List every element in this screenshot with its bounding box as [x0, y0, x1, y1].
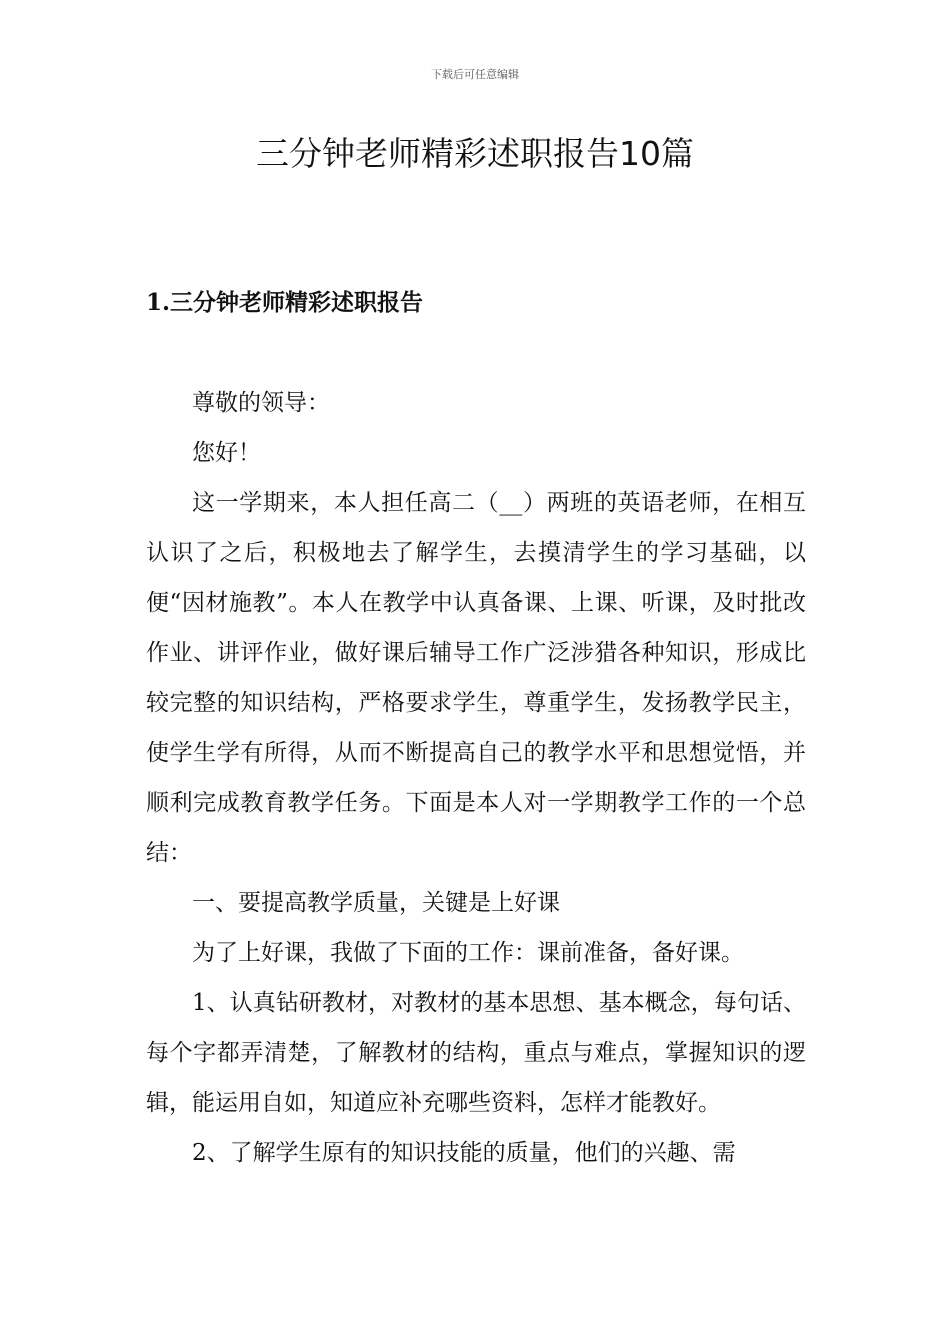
greeting: 您好！ — [192, 440, 261, 466]
paragraph-point-2: 2、了解学生原有的知识技能的质量，他们的兴趣、需 — [192, 1140, 736, 1166]
header-note: 下载后可任意编辑 — [431, 68, 519, 81]
intro-paragraph: 这一学期来，本人担任高二（__）两班的英语老师，在相互认识了之后，积极地去了解学生，去摸清学生的学习基础，以便“因材施教”。本人在教学中认真备课、上课、听课，及时批改作业、讲评作业，做好课后辅导工作广泛涉猎各种知识，形成比较完整的知识结构，严格要求学生，尊重学生，发扬教学民主，使学生学有所得，从而不断提高自己的教学水平和思想觉悟，并顺利完成教育教学任务。下面是本人对一学期教学工作的一个总结： — [146, 490, 806, 866]
body-text — [146, 378, 806, 1178]
subheading-teaching-quality: 一、要提高教学质量，关键是上好课 — [192, 890, 560, 916]
paragraph-preparation: 为了上好课，我做了下面的工作：课前准备，备好课。 — [192, 940, 744, 966]
document-title: 三分钟老师精彩述职报告10篇 — [256, 134, 694, 173]
paragraph-point-1: 1、认真钻研教材，对教材的基本思想、基本概念，每句话、每个字都弄清楚，了解教材的结构，重点与难点，掌握知识的逻辑，能运用自如，知道应补充哪些资料，怎样才能教好。 — [146, 990, 806, 1116]
section-heading: 1.三分钟老师精彩述职报告 — [146, 289, 424, 316]
salutation: 尊敬的领导： — [192, 390, 330, 416]
